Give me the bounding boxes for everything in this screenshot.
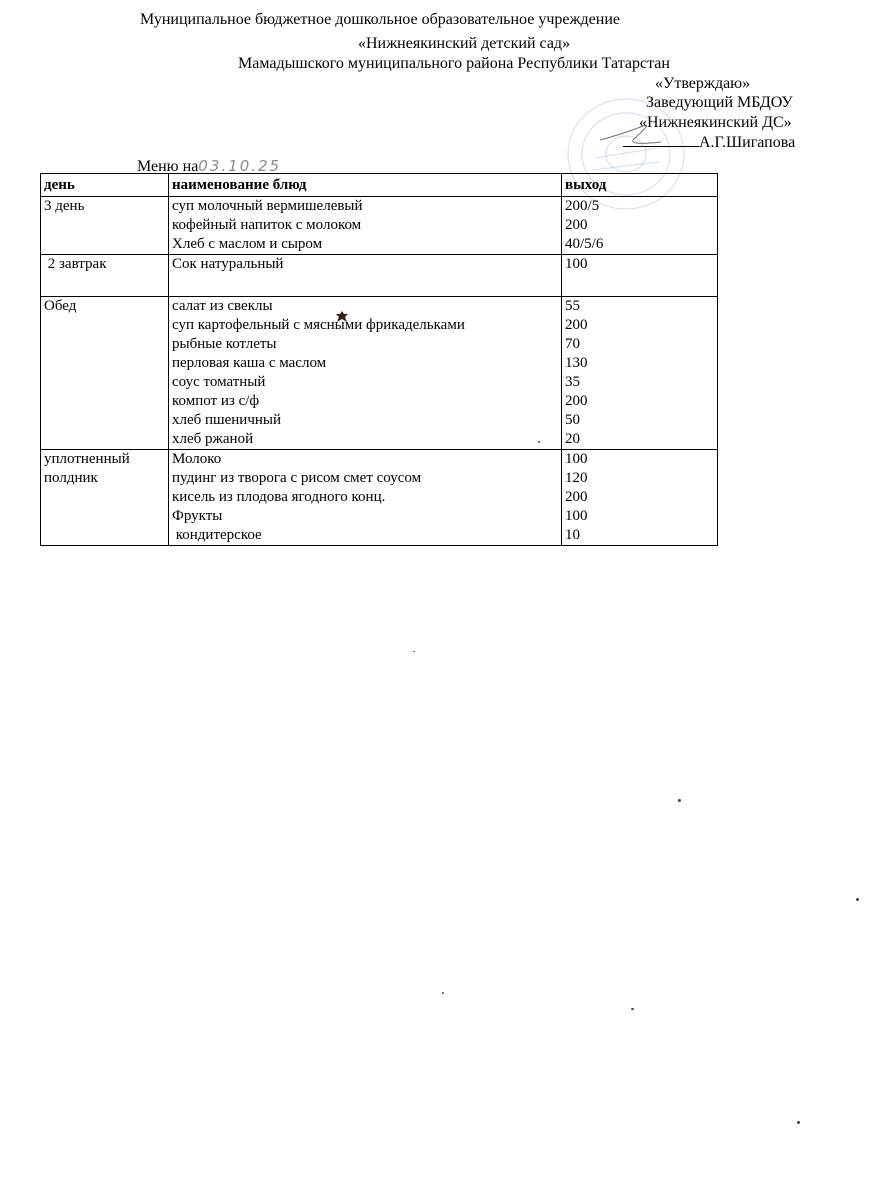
org-name-line-2: «Нижнеякинский детский сад»	[358, 35, 571, 52]
dish-item: соус томатный	[172, 374, 266, 390]
approval-position: Заведующий МБДОУ	[646, 94, 793, 111]
scan-speck	[856, 898, 859, 901]
dish-item: Фрукты	[172, 508, 223, 524]
meal-cell: 2 завтрак	[41, 255, 169, 297]
column-header-portion: выход	[562, 174, 718, 197]
meal-cell: 3 день	[41, 197, 169, 255]
dish-item: кондитерское	[172, 527, 262, 543]
portion-item: 35	[565, 374, 580, 390]
dish-item: кисель из плодова ягодного конц.	[172, 489, 386, 505]
portion-item: 70	[565, 336, 580, 352]
portion-item: 55	[565, 298, 580, 314]
table-row-afternoon-snack	[41, 450, 718, 546]
dishes-cell	[169, 297, 562, 450]
portion-item: 20	[565, 431, 580, 447]
portion-item: 200/5	[565, 198, 600, 214]
meal-label-line: полдник	[44, 470, 98, 486]
portion-item: 100	[565, 256, 588, 272]
meal-label-line: уплотненный	[44, 451, 130, 467]
table-row-lunch	[41, 297, 718, 450]
dish-item: салат из свеклы	[172, 298, 273, 314]
portion-item: 100	[565, 508, 588, 524]
approval-organization: «Нижнеякинский ДС»	[639, 114, 792, 131]
portions-cell	[562, 197, 718, 255]
portion-item: 50	[565, 412, 580, 428]
portion-item: 40/5/6	[565, 236, 604, 252]
approval-title: «Утверждаю»	[655, 75, 751, 92]
dish-item: суп молочный вермишелевый	[172, 198, 363, 214]
scan-speck	[678, 799, 681, 802]
portion-item: 200	[565, 393, 588, 409]
dish-item: перловая каша с маслом	[172, 355, 327, 371]
dishes-cell	[169, 255, 562, 297]
dish-item: Молоко	[172, 451, 222, 467]
portion-item: 200	[565, 489, 588, 505]
meal-cell: Обед	[41, 297, 169, 450]
scan-speck	[797, 1121, 800, 1124]
menu-heading-label: Меню на	[137, 158, 199, 175]
portion-item: 200	[565, 317, 588, 333]
dish-item: пудинг из творога с рисом смет соусом	[172, 470, 422, 486]
portion-item: 120	[565, 470, 588, 486]
menu-table	[40, 173, 718, 546]
org-name-line-3: Мамадышского муниципального района Республики Татарстан	[238, 55, 670, 72]
table-row-breakfast	[41, 197, 718, 255]
ink-blot	[335, 310, 349, 323]
scan-speck	[538, 441, 540, 443]
menu-date: 03.10.25	[198, 157, 282, 175]
portion-item: 100	[565, 451, 588, 467]
dish-item: рыбные котлеты	[172, 336, 277, 352]
dish-item: Хлеб с маслом и сыром	[172, 236, 323, 252]
portion-item: 130	[565, 355, 588, 371]
portions-cell	[562, 255, 718, 297]
table-row-second-breakfast	[41, 255, 718, 297]
portion-item: 200	[565, 217, 588, 233]
dish-item: хлеб пшеничный	[172, 412, 281, 428]
dishes-cell	[169, 450, 562, 546]
dish-item: Сок натуральный	[172, 256, 284, 272]
org-name-line-1: Муниципальное бюджетное дошкольное образовательное учреждение	[140, 11, 620, 28]
column-header-day: день	[41, 174, 169, 197]
portions-cell	[562, 297, 718, 450]
dish-item: кофейный напиток с молоком	[172, 217, 362, 233]
meal-cell	[41, 450, 169, 546]
scan-speck	[442, 992, 444, 994]
scan-speck	[631, 1008, 634, 1010]
dish-item: суп картофельный с мясными фрикадельками	[172, 317, 465, 333]
portions-cell	[562, 450, 718, 546]
portion-item: 10	[565, 527, 580, 543]
approval-signer: А.Г.Шигапова	[699, 134, 796, 151]
dish-item: хлеб ржаной	[172, 431, 254, 447]
column-header-dishes: наименование блюд	[169, 174, 562, 197]
scan-speck	[413, 651, 415, 652]
dishes-cell	[169, 197, 562, 255]
table-header-row	[41, 174, 718, 197]
dish-item: компот из с/ф	[172, 393, 260, 409]
